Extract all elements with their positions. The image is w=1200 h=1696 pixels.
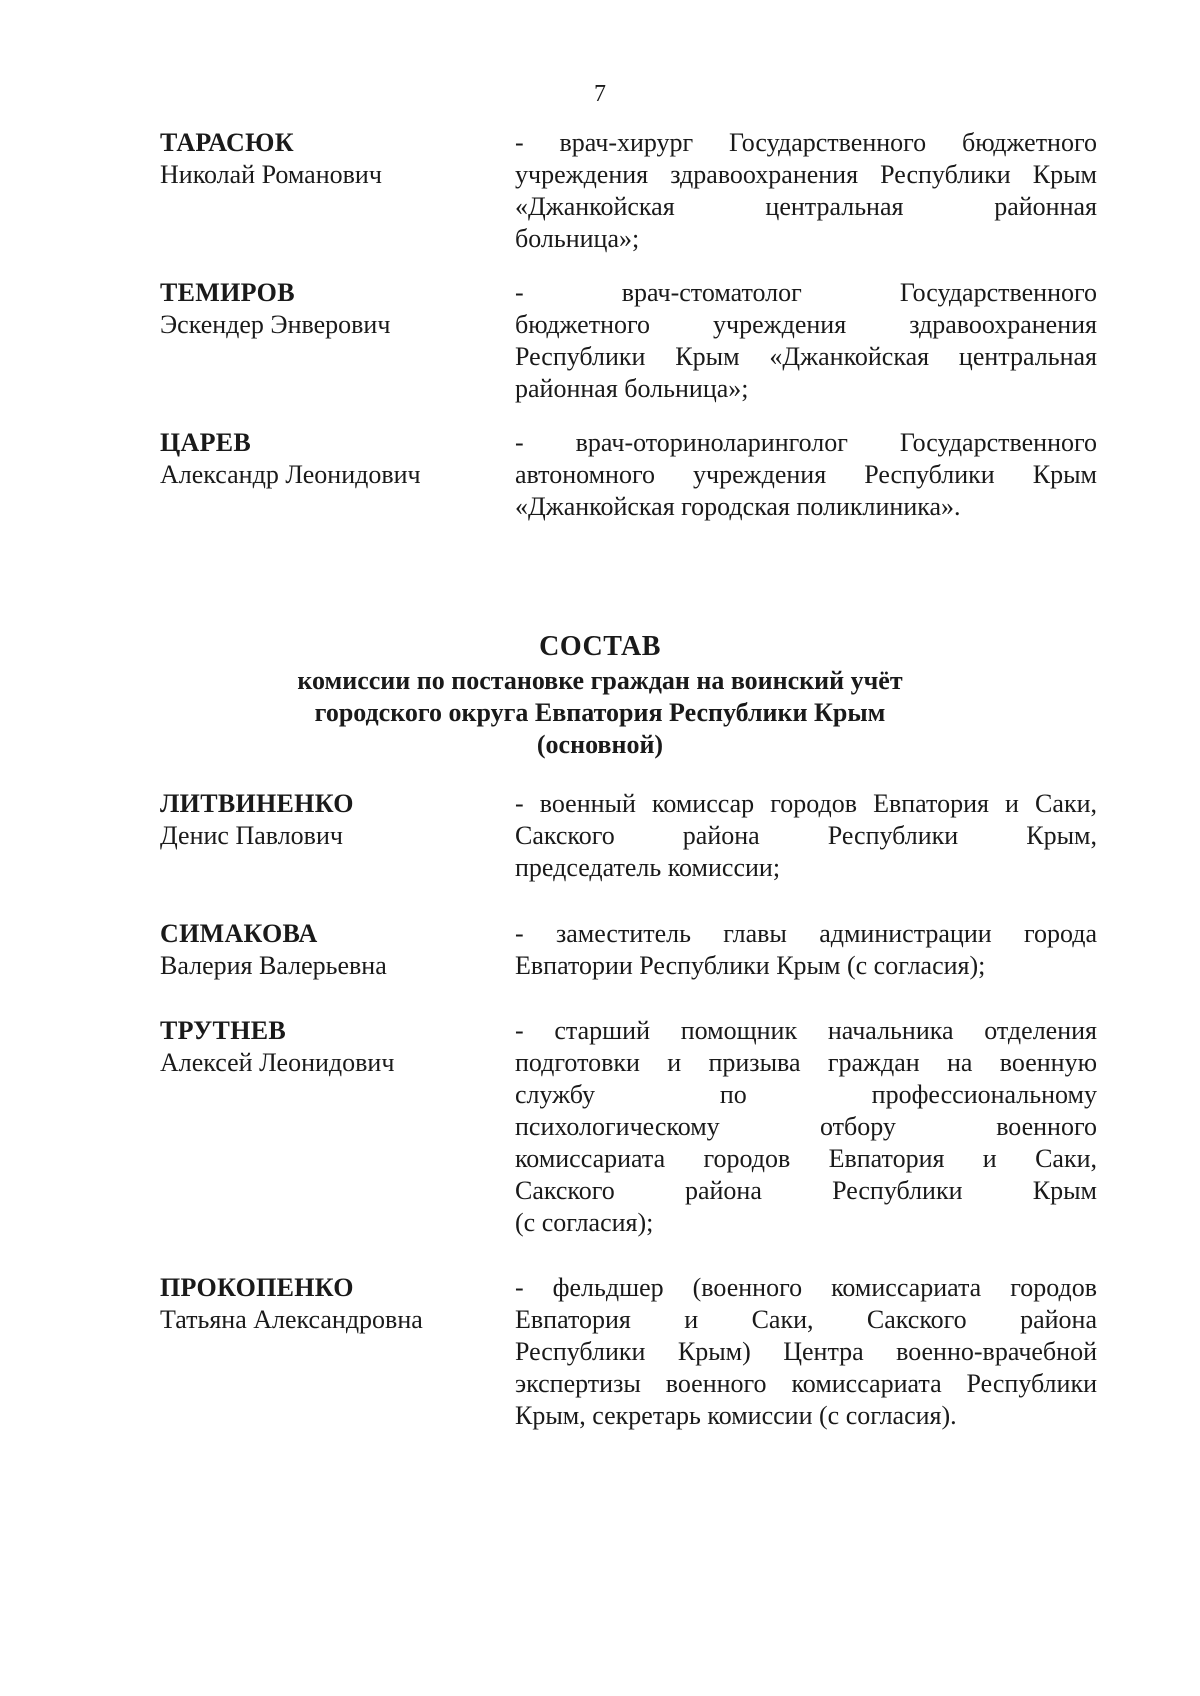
- member-surname: ТЕМИРОВ: [160, 278, 295, 307]
- member-position: [515, 127, 1097, 255]
- member-given-name: Татьяна Александровна: [160, 1305, 423, 1334]
- page-number: 7: [594, 81, 606, 107]
- member-given-name: Денис Павлович: [160, 821, 343, 850]
- member-surname: СИМАКОВА: [160, 919, 318, 948]
- member-position: [515, 1015, 1097, 1239]
- member-surname: ТАРАСЮК: [160, 128, 294, 157]
- position-line: Сакского района Республики Крым,: [515, 821, 1097, 850]
- position-line: подготовки и призыва граждан на военную: [515, 1048, 1097, 1077]
- member-position: [515, 427, 1097, 523]
- position-line: Евпатории Республики Крым (с согласия);: [515, 951, 986, 980]
- position-line: (с согласия);: [515, 1208, 654, 1237]
- member-surname: ЛИТВИНЕНКО: [160, 789, 354, 818]
- position-line: комиссариата городов Евпатория и Саки,: [515, 1144, 1097, 1173]
- position-line: «Джанкойская городская поликлиника».: [515, 492, 961, 521]
- position-line: районная больница»;: [515, 374, 749, 403]
- position-line: психологическому отбору военного: [515, 1112, 1097, 1141]
- section-subtitle-line: комиссии по постановке граждан на воинский учёт: [297, 666, 903, 695]
- member-given-name: Александр Леонидович: [160, 460, 421, 489]
- position-line: автономного учреждения Республики Крым: [515, 460, 1097, 489]
- member-given-name: Эскендер Энверович: [160, 310, 391, 339]
- position-line: председатель комиссии;: [515, 853, 781, 882]
- position-line: - военный комиссар городов Евпатория и Саки,: [515, 789, 1097, 818]
- section-title: СОСТАВ: [539, 631, 661, 662]
- section-subtitle-line: (основной): [536, 730, 664, 759]
- position-line: Республики Крым) Центра военно-врачебной: [515, 1337, 1097, 1366]
- position-line: - заместитель главы администрации города: [515, 919, 1097, 948]
- position-line: бюджетного учреждения здравоохранения: [515, 310, 1097, 339]
- position-line: Евпатория и Саки, Сакского района: [515, 1305, 1097, 1334]
- member-surname: ПРОКОПЕНКО: [160, 1273, 354, 1302]
- position-line: Сакского района Республики Крым: [515, 1176, 1097, 1205]
- section-subtitle-line: городского округа Евпатория Республики Крым: [314, 698, 886, 727]
- position-line: - фельдшер (военного комиссариата городов: [515, 1273, 1097, 1302]
- member-surname: ЦАРЕВ: [160, 428, 252, 457]
- position-line: экспертизы военного комиссариата Республики: [515, 1369, 1097, 1398]
- position-line: службу по профессиональному: [515, 1080, 1097, 1109]
- member-given-name: Валерия Валерьевна: [160, 951, 387, 980]
- member-position: [515, 918, 1097, 982]
- position-line: учреждения здравоохранения Республики Крым: [515, 160, 1097, 189]
- member-position: [515, 277, 1097, 405]
- member-given-name: Николай Романович: [160, 160, 382, 189]
- position-line: - старший помощник начальника отделения: [515, 1016, 1097, 1045]
- position-line: «Джанкойская центральная районная: [515, 192, 1097, 221]
- position-line: - врач-хирург Государственного бюджетного: [515, 128, 1097, 157]
- position-line: больница»;: [515, 224, 640, 253]
- position-line: Крым, секретарь комиссии (с согласия).: [515, 1401, 957, 1430]
- position-line: - врач-стоматолог Государственного: [515, 278, 1097, 307]
- member-given-name: Алексей Леонидович: [160, 1048, 395, 1077]
- position-line: - врач-оториноларинголог Государственного: [515, 428, 1097, 457]
- member-position: [515, 1272, 1097, 1432]
- position-line: Республики Крым «Джанкойская центральная: [515, 342, 1097, 371]
- member-surname: ТРУТНЕВ: [160, 1016, 287, 1045]
- member-position: [515, 788, 1097, 884]
